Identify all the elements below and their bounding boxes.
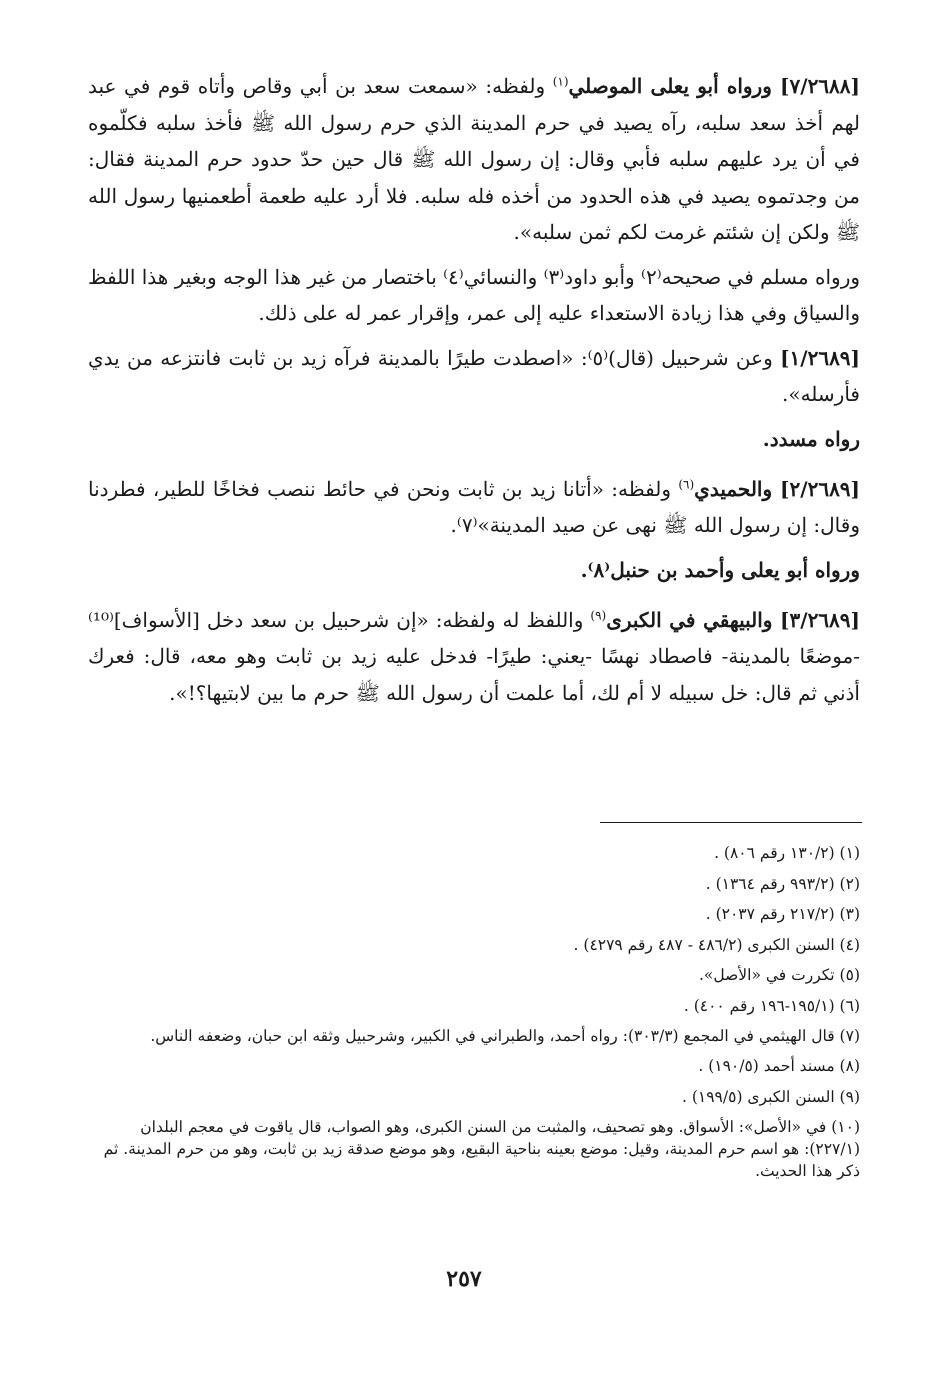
narrator-line: ورواه أبو يعلى وأحمد بن حنبل⁽٨⁾. (580, 557, 860, 582)
main-text (88, 68, 860, 719)
footnotes-list (88, 838, 860, 1186)
footnote: (٦) (١٩٥/١-١٩٦ رقم ٤٠٠) . (683, 996, 860, 1015)
hadith-reference: [٣/٢٦٨٩] والبيهقي في الكبرى (606, 607, 860, 632)
footnote-marker[interactable]: (١) (552, 74, 569, 89)
footnote-marker[interactable]: (٩) (590, 607, 607, 622)
hadith-paragraph (88, 602, 860, 712)
footnote: (٤) السنن الكبرى (٤٨٦/٢ - ٤٨٧ رقم ٤٢٧٩) . (573, 935, 860, 954)
footnote: (١) (١٣٠/٢ رقم ٨٠٦) . (714, 844, 860, 862)
commentary-paragraph (88, 259, 860, 332)
hadith-text: ولفظه: «سمعت سعد بن أبي وقاص وأتاه قوم في عبد لهم أخذ سعد سلبه، رآه يصيد في حرم المدينة الذي حرم رسول الله ﷺ فأخذ سلبه فكلّموه في أن يرد عليهم سلبه فأبي وقال: إن رسول الله ﷺ قال حين حدّ حدود حرم المدينة فقال: من وجدتموه يصيد في هذه الحدود من أخذه فله سلبه. فلا أرد عليه طعمة أطعمنيها رسول الله ﷺ ولكن إن شئتم غرمت لكم ثمن سلبه». (88, 74, 860, 244)
hadith-reference: [١/٢٦٨٩] (780, 345, 861, 370)
narrator-line: رواه مسدد. (762, 426, 860, 451)
hadith-text: وعن شرحبيل (قال)⁽٥⁾: «اصطدت طيرًا بالمدينة فرآه زيد بن ثابت فانتزعه من يدي فأرسله». (88, 345, 860, 406)
hadith-paragraph (88, 471, 860, 544)
footnote-marker[interactable]: (٦) (678, 476, 695, 491)
hadith-paragraph (88, 68, 860, 251)
hadith-paragraph (88, 340, 860, 413)
hadith-reference: [٧/٢٦٨٨] ورواه أبو يعلى الموصلي (568, 74, 860, 98)
hadith-text: ولفظه: «أتانا زيد بن ثابت ونحن في حائط ننصب فخاخًا للطير، فطردنا وقال: إن رسول الله ﷺ نهى عن صيد المدينة»⁽٧⁾. (88, 476, 860, 537)
hadith-text: واللفظ له ولفظه: «إن شرحبيل بن سعد دخل [الأسواف]⁽¹⁰⁾ -موضعًا بالمدينة- فاصطاد نهسًا -يعني: طيرًا- فدخل عليه زيد بن ثابت وهو معه، قال: فعرك أذني ثم قال: خل سبيله لا أم لك، أما علمت أن رسول الله ﷺ حرم ما بين لابتيها؟!». (88, 607, 860, 705)
commentary-text: ورواه مسلم في صحيحه⁽٢⁾ وأبو داود⁽٣⁾ والنسائي⁽٤⁾ باختصار من غير هذا الوجه وبغير هذا اللفظ والسياق وفي هذا زيادة الاستعداء عليه إلى عمر، وإقرار عمر له على ذلك. (88, 264, 861, 325)
hadith-reference: [٢/٢٦٨٩] والحميدي (694, 476, 861, 501)
page-number: ٢٥٧ (446, 1266, 482, 1292)
footnote: (٩) السنن الكبرى (١٩٩/٥) . (682, 1087, 860, 1106)
footnote-divider (600, 822, 862, 823)
footnote: (٢) (٩٩٣/٢ رقم ١٣٦٤) . (705, 874, 860, 893)
footnote: (٥) تكررت في «الأصل». (699, 966, 860, 984)
footnote: (١٠) في «الأصل»: الأسواق. وهو تصحيف، والمثبت من السنن الكبرى، وهو الصواب، قال ياقوت في معجم البلدان (٢٢٧/١): هو اسم حرم المدينة، وقيل: موضع بعينه بناحية البقيع، وهو موضع صدقة زيد بن ثابت، وهو من حرم المدينة. ثم ذكر هذا الحديث. (103, 1118, 860, 1180)
footnote: (٨) مسند أحمد (١٩٠/٥) . (698, 1057, 860, 1075)
footnote: (٣) (٢١٧/٢ رقم ٢٠٣٧) . (705, 905, 860, 923)
footnote: (٧) قال الهيثمي في المجمع (٣٠٣/٣): رواه أحمد، والطبراني في الكبير، وشرحبيل وثقه ابن حبان، وضعفه الناس. (150, 1027, 860, 1045)
